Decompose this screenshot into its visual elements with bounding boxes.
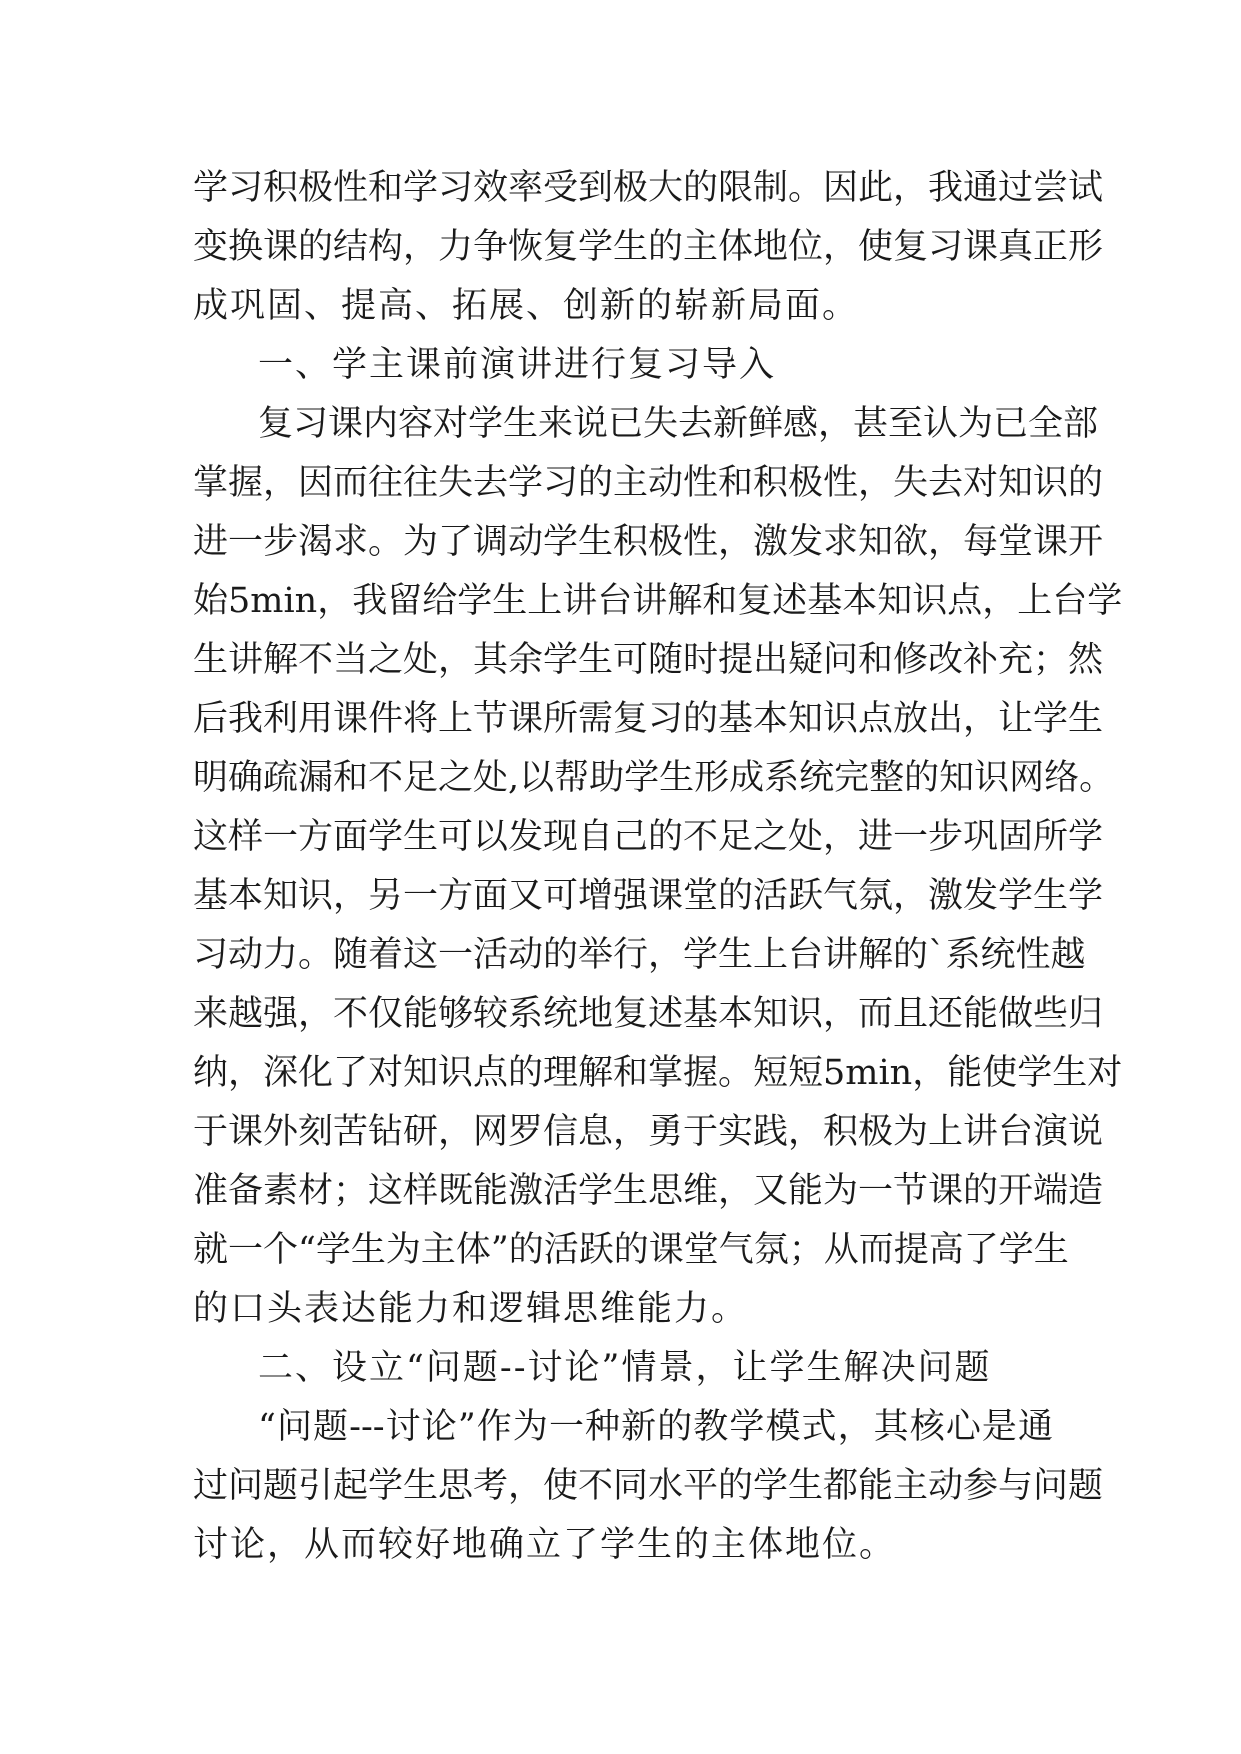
text-line-20: 的口头表达能力和逻辑思维能力。: [193, 1289, 749, 1329]
text-line-12: 这样一方面学生可以发现自己的不足之处，进一步巩固所学: [193, 817, 1104, 857]
text-line-17: 于课外刻苦钻研，网罗信息，勇于实践，积极为上讲台演说: [193, 1112, 1104, 1152]
text-line-18: 准备素材；这样既能激活学生思维，又能为一节课的开端造: [193, 1171, 1104, 1211]
text-line-9: 生讲解不当之处，其余学生可随时提出疑问和修改补充；然: [193, 640, 1104, 680]
text-line-11: 明确疏漏和不足之处,以帮助学生形成系统完整的知识网络。: [193, 758, 1115, 798]
text-line-13: 基本知识，另一方面又可增强课堂的活跃气氛，激发学生学: [193, 876, 1104, 916]
section-heading-1: 一、学主课前演讲进行复习导入: [258, 345, 777, 385]
text-line-16: 纳，深化了对知识点的理解和掌握。短短5min，能使学生对: [193, 1053, 1123, 1093]
text-line-22: “问题---讨论”作为一种新的教学模式，其核心是通: [258, 1407, 1053, 1447]
text-line-8: 始5min，我留给学生上讲台讲解和复述基本知识点，上台学: [193, 581, 1123, 621]
text-line-15: 来越强，不仅能够较系统地复述基本知识，而且还能做些归: [193, 994, 1104, 1034]
text-line-7: 进一步渴求。为了调动学生积极性，激发求知欲，每堂课开: [193, 522, 1104, 562]
text-line-3: 成巩固、提高、拓展、创新的崭新局面。: [193, 286, 860, 326]
text-line-1: 学习积极性和学习效率受到极大的限制。因此，我通过尝试: [193, 168, 1104, 208]
text-line-19: 就一个“学生为主体”的活跃的课堂气氛；从而提高了学生: [193, 1230, 1069, 1270]
text-line-14: 习动力。随着这一活动的举行，学生上台讲解的`系统性越: [193, 935, 1086, 975]
text-line-10: 后我利用课件将上节课所需复习的基本知识点放出，让学生: [193, 699, 1104, 739]
text-line-5: 复习课内容对学生来说已失去新鲜感，甚至认为已全部: [258, 404, 1099, 444]
text-line-24: 讨论，从而较好地确立了学生的主体地位。: [193, 1525, 897, 1565]
section-heading-2: 二、设立“问题--讨论”情景，让学生解决问题: [258, 1348, 992, 1388]
text-line-6: 掌握，因而往往失去学习的主动性和积极性，失去对知识的: [193, 463, 1104, 503]
text-line-23: 过问题引起学生思考，使不同水平的学生都能主动参与问题: [193, 1466, 1104, 1506]
text-line-2: 变换课的结构，力争恢复学生的主体地位，使复习课真正形: [193, 227, 1104, 267]
